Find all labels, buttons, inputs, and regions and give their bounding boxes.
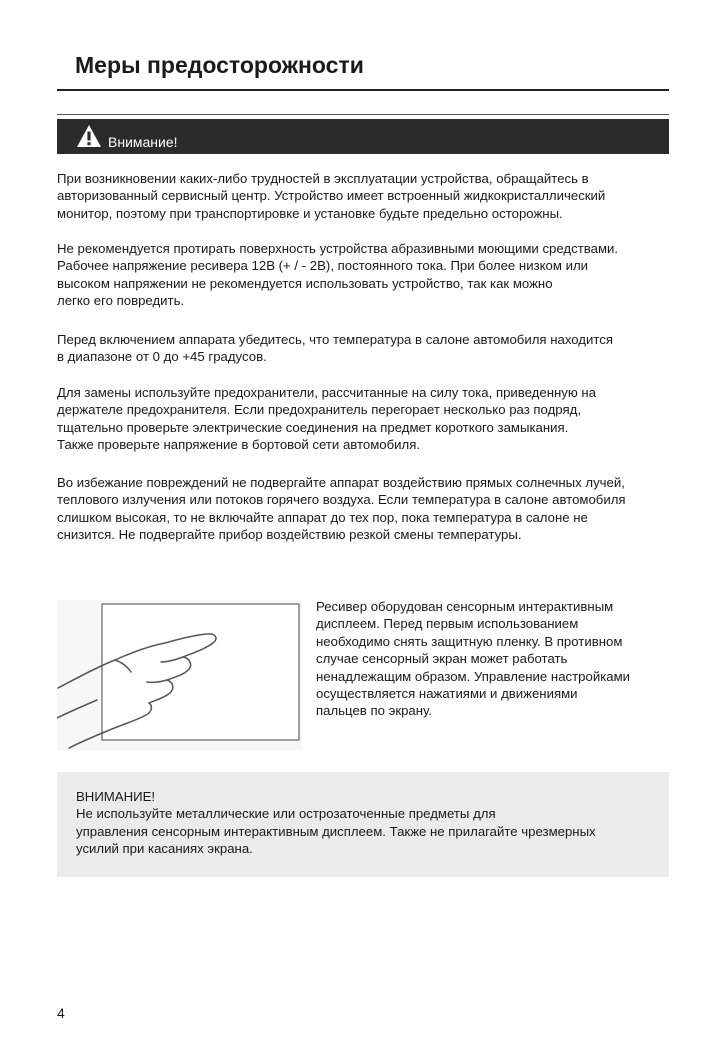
caution-text: [76, 788, 666, 858]
text-line: дисплеем. Перед первым использованием: [316, 616, 579, 632]
text-line: в диапазоне от 0 до +45 градусов.: [57, 349, 267, 365]
paragraph-fuses: [57, 384, 687, 454]
text-line: При возникновении каких-либо трудностей в эксплуатации устройства, обращайтесь в: [57, 171, 589, 186]
paragraph-temperature: [57, 331, 687, 366]
title-underline: [57, 89, 669, 91]
text-line: усилий при касаниях экрана.: [76, 841, 253, 857]
paragraph-cleaning-voltage: [57, 240, 687, 310]
text-line: осуществляется нажатиями и движениями: [316, 686, 578, 702]
paragraph-touchscreen: [316, 598, 696, 720]
text-line: необходимо снять защитную пленку. В противном: [316, 633, 623, 649]
hand-touching-screen-icon: [57, 600, 302, 750]
caution-box: [57, 772, 669, 877]
paragraph-service-center: [57, 170, 687, 222]
text-line: случае сенсорный экран может работать: [316, 651, 568, 667]
text-line: слишком высокая, то не включайте аппарат до тех пор, пока температура в салоне не: [57, 509, 588, 525]
warning-banner: [57, 119, 669, 154]
text-line: ненадлежащим образом. Управление настройками: [316, 668, 631, 684]
warning-triangle-icon: [76, 124, 102, 148]
text-line: Не рекомендуется протирать поверхность устройства абразивными моющими средствами.: [57, 241, 619, 256]
text-line: Перед включением аппарата убедитесь, что температура в салоне автомобиля находится: [57, 332, 613, 347]
text-line: Во избежание повреждений не подвергайте аппарат воздействию прямых солнечных лучей,: [57, 475, 625, 490]
text-line: снизится. Не подвергайте прибор воздействию резкой смены температуры.: [57, 527, 522, 543]
text-line: теплового излучения или потоков горячего воздуха. Если температура в салоне автомобиля: [57, 492, 626, 508]
text-line: держателе предохранителя. Если предохранитель перегорает несколько раз подряд,: [57, 402, 581, 418]
text-line: пальцев по экрану.: [316, 703, 432, 719]
text-line: тщательно проверьте электрические соединения на предмет короткого замыкания.: [57, 419, 569, 435]
text-line: авторизованный сервисный центр. Устройство имеет встроенный жидкокристаллический: [57, 188, 606, 204]
text-line: монитор, поэтому при транспортировке и установке будьте предельно осторожны.: [57, 205, 563, 221]
text-line: легко его повредить.: [57, 293, 185, 309]
warning-label: Внимание!: [108, 134, 178, 150]
paragraph-sunlight-heat: [57, 474, 687, 544]
text-line: Для замены используйте предохранители, рассчитанные на силу тока, приведенную на: [57, 385, 597, 400]
text-line: управления сенсорным интерактивным дисплеем. Также не прилагайте чрезмерных: [76, 823, 596, 839]
text-line: Также проверьте напряжение в бортовой сети автомобиля.: [57, 437, 421, 453]
page-title: Меры предосторожности: [75, 52, 364, 78]
text-line: высоком напряжении не рекомендуется использовать устройство, так как можно: [57, 275, 553, 291]
text-line: Рабочее напряжение ресивера 12В (+ / - 2В), постоянного тока. При более низком или: [57, 258, 589, 274]
caution-heading: ВНИМАНИЕ!: [76, 789, 156, 804]
page-number: 4: [57, 1005, 65, 1021]
section-divider: [57, 114, 669, 115]
text-line: Ресивер оборудован сенсорным интерактивным: [316, 599, 614, 614]
text-line: Не используйте металлические или острозаточенные предметы для: [76, 806, 496, 822]
